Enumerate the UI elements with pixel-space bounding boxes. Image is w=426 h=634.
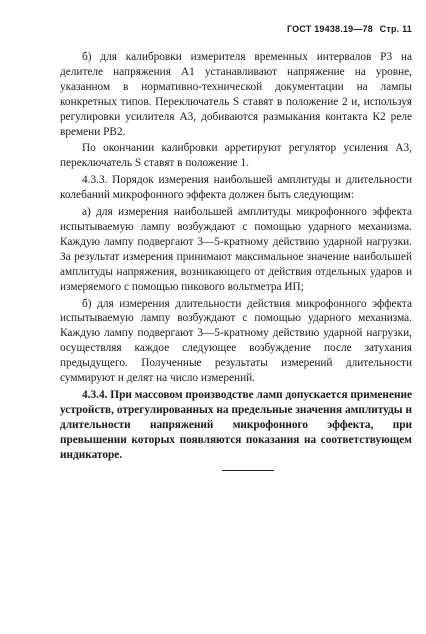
standard-number: ГОСТ 19438.19—78 xyxy=(286,24,373,34)
paragraph-duration-b: б) для измерения длительности действия микрофонного эффекта испытываемую лампу возбуждают с помощью ударного механизма. Каждую лампу подвергают 3—5-кратному действию ударной нагрузки, осуществляя каждое следующее возбуждение после затухания предыдущего. Полученные результаты измерений длительности суммируют и делят на число измерений. xyxy=(60,297,412,385)
page-number: Стр. 11 xyxy=(379,24,412,34)
section-divider xyxy=(222,470,274,471)
paragraph-amplitude-a: а) для измерения наибольшей амплитуды микрофонного эффекта испытываемую лампу возбуждают с помощью ударного механизма. Каждую лампу подвергают 3—5-кратному действию ударной нагрузки. За результат измерения принимают максимальное значение наибольшей амплитуды напряжения, возникающего от действия отдельных ударов и измеряемого с помощью пикового вольтметра ИП; xyxy=(60,206,412,293)
document-body xyxy=(60,50,412,464)
paragraph-calibration-end: По окончании калибровки арретируют регулятор усиления А3, переключатель S ставят в положение 1. xyxy=(60,142,412,170)
paragraph-4-3-4: 4.3.4. При массовом производстве ламп допускается применение устройств, отрегулированных на предельные значения амплитуды и длительности напряжений микрофонного эффекта, при превышении которых появляются показания на соответствующем индикаторе. xyxy=(60,388,412,461)
paragraph-4-3-3: 4.3.3. Порядок измерения наибольшей амплитуды и длительности колебаний микрофонного эффекта должен быть следующим: xyxy=(60,174,412,202)
paragraph-calibration-b: б) для калибровки измерителя временных интервалов Р3 на делителе напряжения А1 устанавливают напряжение на уровне, указанном в нормативно-технической документации на лампы конкретных типов. Переключатель S ставят в положение 2 и, используя регулировки усилителя А3, добиваются размыкания контакта К2 реле времени РВ2. xyxy=(60,51,412,138)
page-header xyxy=(287,24,412,34)
